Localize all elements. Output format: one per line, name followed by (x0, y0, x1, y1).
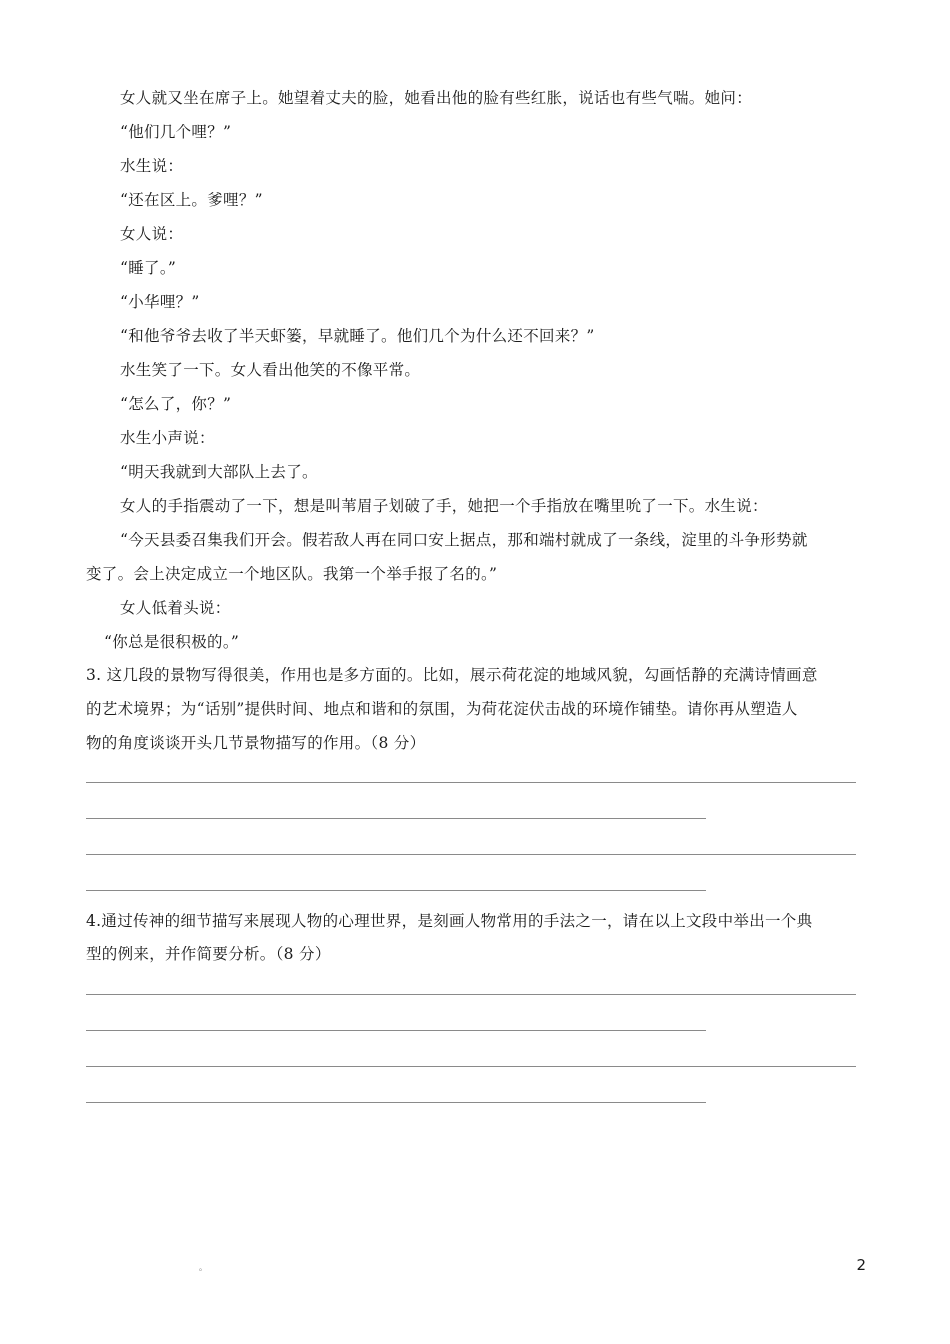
passage-line: “小华哩？” (120, 293, 200, 311)
passage-line: 水生说： (120, 157, 184, 175)
page-number: 2 (856, 1256, 866, 1274)
answer-line[interactable] (86, 890, 706, 891)
passage-line: “怎么了，你？” (120, 395, 232, 413)
passage-line: “还在区上。爹哩？” (120, 191, 263, 209)
question-4-text: 4.通过传神的细节描写来展现人物的心理世界，是刻画人物常用的手法之一，请在以上文段中举出一个典 (86, 912, 813, 930)
passage-line: 女人的手指震动了一下，想是叫苇眉子划破了手，她把一个手指放在嘴里吮了一下。水生说： (120, 497, 768, 515)
passage-line: 女人低着头说： (120, 599, 231, 617)
answer-line[interactable] (86, 818, 706, 819)
passage-line: “你总是很积极的。” (104, 633, 240, 651)
passage-line: 女人就又坐在席子上。她望着丈夫的脸，她看出他的脸有些红胀，说话也有些气喘。她问： (120, 89, 753, 107)
passage-line: “睡了。” (120, 259, 177, 277)
answer-line[interactable] (86, 782, 856, 783)
question-3-text: 的艺术境界；为“话别”提供时间、地点和谐和的氛围，为荷花淀伏击战的环境作铺垫。请你再从塑造人 (86, 700, 798, 718)
passage-line: “他们几个哩？” (120, 123, 232, 141)
answer-line[interactable] (86, 854, 856, 855)
passage-line: 女人说： (120, 225, 184, 243)
passage-line: 变了。会上决定成立一个地区队。我第一个举手报了名的。” (86, 565, 498, 583)
answer-line[interactable] (86, 1066, 856, 1067)
passage-line: “今天县委召集我们开会。假若敌人再在同口安上据点，那和端村就成了一条线，淀里的斗争形势就 (120, 531, 808, 549)
question-4-text: 型的例来，并作简要分析。（8 分） (86, 945, 331, 963)
answer-line[interactable] (86, 1102, 706, 1103)
footer-mark: 。 (199, 1263, 207, 1272)
question-3-text: 3. 这几段的景物写得很美，作用也是多方面的。比如，展示荷花淀的地域风貌，勾画恬静的充满诗情画意 (86, 666, 818, 684)
answer-line[interactable] (86, 994, 856, 995)
passage-line: 水生小声说： (120, 429, 215, 447)
passage-line: “和他爷爷去收了半天虾篓，早就睡了。他们几个为什么还不回来？” (120, 327, 595, 345)
passage-line: 水生笑了一下。女人看出他笑的不像平常。 (120, 361, 421, 379)
passage-line: “明天我就到大部队上去了。 (120, 463, 318, 481)
answer-line[interactable] (86, 1030, 706, 1031)
question-3-text: 物的角度谈谈开头几节景物描写的作用。（8 分） (86, 734, 426, 752)
